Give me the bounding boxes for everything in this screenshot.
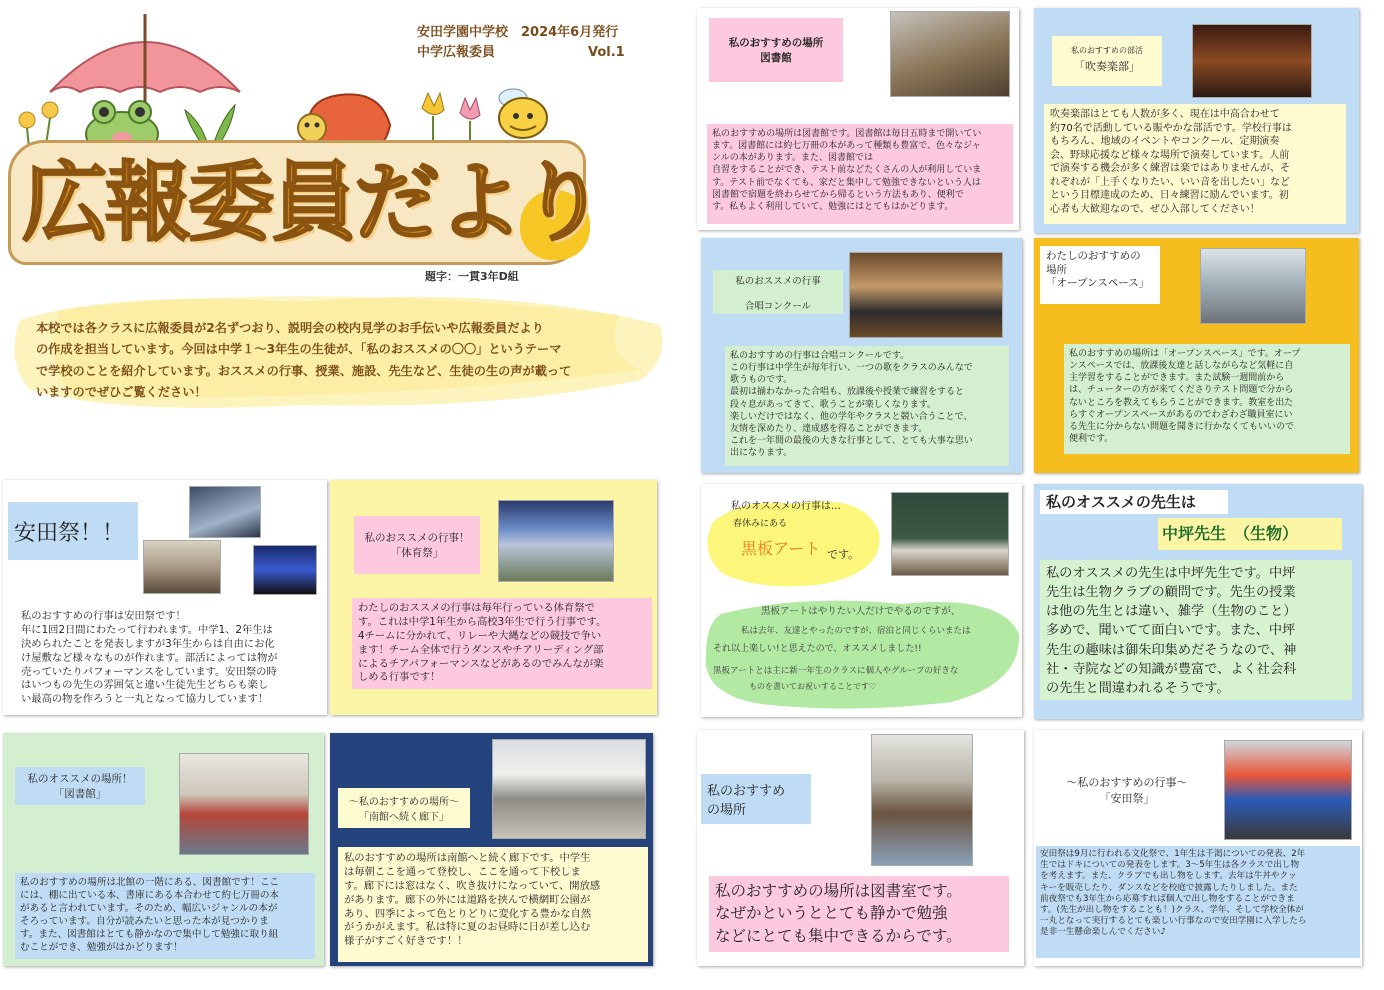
corridor-heading: ～私のおすすめの場所～ 「南館へ続く廊下」 bbox=[338, 788, 470, 828]
library2-text: 私のおすすめの場所は図書館です。図書館は毎日五時まで開いてい ます。図書館には約七万冊の本があって種類も豊富で、色々なジャ ンルの本があります。また、図書館では 自習をすることができ、テスト前などたくさんの人が利用していま す。テスト前でなくても、家だと集中して勉強できないという人は 図書館で宿題を終わらせてから帰るという方法もあり、便利で す。私もよく利用していて、勉強にはとてもはかどります。 bbox=[707, 124, 1013, 224]
corridor-text: 私のおすすめの場所は南館へと続く廊下です。中学生 は毎朝ここを通って登校し、ここを通って下校しま す。廊下には窓はなく、吹き抜けになっていて、開放感 があります。廊下の外には道路を挟んで横網町公園が あり、四季によって色とりどりに変化する豊かな自然 がうかがえます。私は特に夏のお昼時に日が差し込む 様子がすごく好きです！！ bbox=[338, 847, 648, 962]
brass-heading-small: 私のおすすめの部活 bbox=[1070, 46, 1144, 55]
taiikusai-heading: 私のおススメの行事！ 「体育祭」 bbox=[354, 516, 480, 574]
library-card-3 bbox=[697, 730, 1024, 966]
blackboard-body4: 黒板アートとは主に新一年生のクラスに個人やグループの好きな bbox=[713, 666, 959, 676]
brass-band-card bbox=[1034, 8, 1359, 233]
school-issue-line: 安田学園中学校 2024年6月発行 bbox=[417, 25, 619, 40]
open-space-photo bbox=[1200, 248, 1306, 324]
openspace-heading: わたしのおすすめの 場所 「オープンスペース」 bbox=[1040, 246, 1160, 304]
blackboard-line2: 春休みにある bbox=[733, 519, 788, 529]
teacher-subject: （生物） bbox=[1234, 524, 1299, 543]
brass-text: 吹奏楽部はとても人数が多く、現在は中高合わせて 約70名で活動している賑やかな部活です。学校行事は もちろん、地域のイベントやコンクール、定期演奏 会、野球応援など様々な場所で演奏しています。人前 で演奏する機会が多く練習は楽ではありませんが、そ れぞれが「上手くなりたい、いい音を出したい」など という目標達成のため、日々練習に励んでいます。初 心者も大歓迎なので、ぜひ入部してください！ bbox=[1044, 104, 1346, 224]
concert-hall-photo bbox=[1192, 24, 1312, 98]
blackboard-body2: 私は去年、友達とやったのですが、宿泊と同じくらいまたは bbox=[741, 626, 971, 636]
library-room-photo bbox=[871, 734, 973, 866]
bee-icon bbox=[488, 82, 558, 142]
teacher-card bbox=[1034, 484, 1362, 719]
festival-photo-3 bbox=[253, 545, 317, 595]
intro-paragraph: 本校では各クラスに広報委員が2名ずつおり、説明会の校内見学のお手伝いや広報委員だより の作成を担当しています。今回は中学１～3年生の生徒が、「私のおススメの〇〇」というテーマ で学校のことを紹介しています。おススメの行事、授業、施設、先生など、生徒の生の声が載って いますのでぜひご覧ください！ bbox=[36, 321, 572, 400]
newsletter-title: 広報委員だより bbox=[22, 152, 603, 253]
brass-heading: 「吹奏楽部」 bbox=[1074, 60, 1140, 73]
sports-day-photo bbox=[498, 500, 614, 582]
corridor-photo bbox=[492, 739, 646, 839]
blackboard-line4: です。 bbox=[827, 548, 860, 561]
open-space-card bbox=[1034, 238, 1359, 473]
committee-name: 中学広報委員 bbox=[417, 45, 496, 60]
blackboard-body5: ものを書いてお祝いすることです♡ bbox=[749, 682, 877, 691]
yasudasai2-heading: ～私のおすすめの行事～ 「安田祭」 bbox=[1066, 776, 1188, 805]
taiikusai-card bbox=[330, 480, 657, 715]
blackboard-line1: 私のオススメの行事は… bbox=[731, 501, 841, 512]
library3-text: 私のおすすめの場所は図書室です。 なぜかというととても静かで勉強 などにとても集中できるからです。 bbox=[709, 876, 1009, 952]
chorus-heading: 私のおススメの行事 合唱コンクール bbox=[713, 270, 843, 314]
chorus-contest-card bbox=[701, 238, 1022, 473]
library-card-2 bbox=[697, 8, 1019, 230]
calligraphy-credit: 題字：一貫3年D組 bbox=[425, 270, 519, 283]
masthead bbox=[0, 0, 680, 470]
festival-gate-photo bbox=[1224, 740, 1352, 840]
volume-number: Vol.1 bbox=[588, 45, 625, 60]
library-card-1 bbox=[3, 733, 324, 966]
library-entrance-photo bbox=[179, 753, 309, 855]
teacher-text: 私のオススメの先生は中坪先生です。中坪 先生は生物クラブの顧問です。先生の授業 は他の先生とは違い、雑学（生物のこと） 多めで、聞いてて面白いです。また、中坪 先生の趣味は御朱印集めだそうなので、神 社・寺院などの知識が豊富で、よく社会科 の先生と間違われるそうです。 bbox=[1040, 560, 1352, 700]
chorus-stage-photo bbox=[849, 252, 1003, 338]
blackboard-line3: 黒板アート bbox=[741, 539, 821, 558]
yasudasai2-text: 安田祭は9月に行われる文化祭で、1年生は千渇についての発表、2年 生ではドキについての発表をします。3～5年生は各クラスで出し物 を考えます。また、クラブでも出し物をします。去年は牛丼やクッ キーを販売したり、ダンスなどを校庭で披露したりしました。また 前夜祭でも3年生から応募すれば個人で出し物をすることができま す。(先生が出し物をすることも！)クラス、学年、そして学校全体が 一丸となって実行するとても楽しい行事なので安田学園に入学したら 是非一生懸命楽しんでください♪ bbox=[1036, 846, 1360, 958]
chorus-text: 私のおすすめの行事は合唱コンクールです。 この行事は中学生が毎年行い、一つの歌をクラスのみんなで 歌うものです。 最初は揃わなかった合唱も、放課後や授業で練習をすると 段々息があってきて、歌うことが楽しくなります。 楽しいだけではなく、他の学年やクラスと競い合うことで、 友情を深めたり、達成感を得ることができます。 これを一年間の最後の大きな行事として、とても大事な思い 出になります。 bbox=[725, 346, 1009, 466]
library2-heading: 私のおすすめの場所 図書館 bbox=[709, 18, 843, 82]
library-interior-photo bbox=[890, 11, 1010, 97]
taiikusai-text: わたしのおススメの行事は毎年行っている体育祭で す。これは中学1年生から高校3年生で行う行事です。 4チームに分かれて、リレーや大縄などの競技で争い ます！チーム全体で行うダンスやチアリーディング部 によるチアパフォーマンスなどがあるのでみんなが楽 しめる行事です！ bbox=[352, 598, 652, 689]
corridor-card bbox=[330, 733, 653, 966]
yasudasai-card-2 bbox=[1034, 730, 1362, 966]
blackboard-body3: それ以上楽しい!と思えたので、オススメしました!! bbox=[713, 644, 922, 654]
openspace-text: 私のおすすめの場所は「オープンスペース」です。オープ ンスペースでは、放課後友達と話しながらなど気軽に自 主学習をすることができます。また試験一週間前から は、チューターの方が来てくださりテスト問題で分から ないところを教えてもらうことができます。教室を出た らすぐオープンスペースがあるのでわざわざ職員室にい る先生に分からない問題を聞きに行かなくてもいいので 便利です。 bbox=[1064, 344, 1350, 454]
festival-photo-2 bbox=[143, 540, 221, 594]
blackboard-art-card bbox=[701, 484, 1022, 717]
festival-photo-1 bbox=[189, 486, 261, 538]
yasudasai-heading: 安田祭！！ bbox=[8, 502, 138, 560]
teacher-heading: 私のオススメの先生は bbox=[1040, 490, 1228, 514]
yasudasai-card bbox=[3, 480, 327, 715]
yasudasai-text: 私のおすすめの行事は安田祭です！ 年に1回2日間にわたって行われます。中学1、2年生は 決められたことを発表しますが3年生からは自由にお化 け屋敷など様々なものが作れます。部活によっては物が 売っていたりパフォーマンスをしています。安田祭の時 はいつもの先生の雰囲気と違い生徒先生どちらも楽し い最高の物を作ろうと一丸となって協力しています！ bbox=[21, 610, 278, 706]
library1-heading: 私のオススメの場所！ 「図書館」 bbox=[15, 767, 145, 805]
blackboard-art-photo bbox=[891, 492, 1009, 576]
blackboard-body1: 黒板アートはやりたい人だけでやるのですが、 bbox=[761, 606, 961, 617]
library3-heading: 私のおすすめ の場所 bbox=[701, 774, 811, 824]
teacher-name: 中坪先生 bbox=[1162, 524, 1227, 543]
library1-text: 私のおすすめの場所は北館の一階にある、図書館です！ここ には、棚に出ている本、書庫にある本合わせて約七万冊の本 があると言われています。そのため、幅広いジャンルの本が そろっています。自分が読みたいと思った本が見つかりま す。また、図書館はとても静かなので集中して勉強に取り組 むことができ、勉強がはかどります！ bbox=[15, 873, 315, 959]
